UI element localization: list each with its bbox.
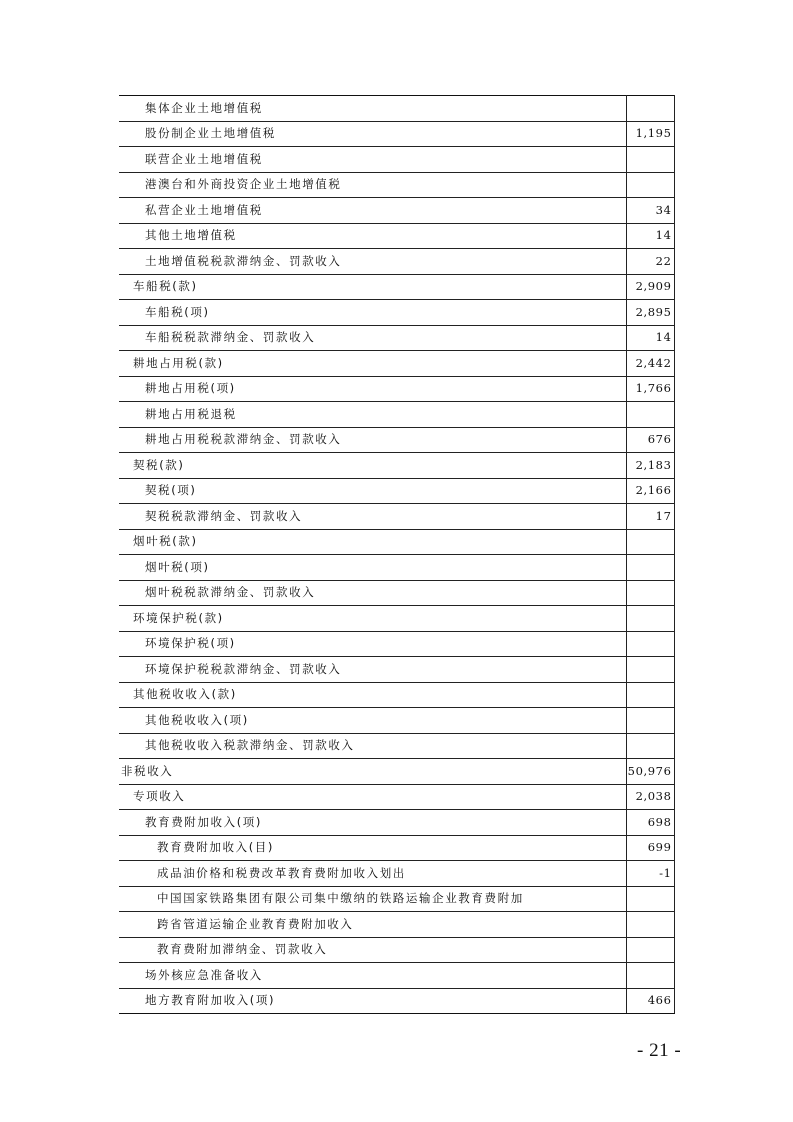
table-row [119, 274, 674, 300]
table-row [119, 988, 674, 1014]
row-amount: 2,442 [626, 351, 674, 377]
row-item-name: 地方教育附加收入(项) [119, 988, 626, 1014]
row-item-name: 环境保护税税款滞纳金、罚款收入 [119, 657, 626, 683]
row-amount: 1,195 [626, 121, 674, 147]
table-row [119, 657, 674, 683]
row-amount [626, 733, 674, 759]
row-amount [626, 937, 674, 963]
table-row [119, 96, 674, 122]
row-item-name: 专项收入 [119, 784, 626, 810]
row-item-name: 其他土地增值税 [119, 223, 626, 249]
row-amount: 2,909 [626, 274, 674, 300]
table-row [119, 733, 674, 759]
row-item-name: 场外核应急准备收入 [119, 963, 626, 989]
row-item-name: 其他税收收入(项) [119, 708, 626, 734]
row-amount [626, 555, 674, 581]
row-item-name: 中国国家铁路集团有限公司集中缴纳的铁路运输企业教育费附加 [119, 886, 626, 912]
table-row [119, 606, 674, 632]
row-item-name: 其他税收收入税款滞纳金、罚款收入 [119, 733, 626, 759]
table-row [119, 810, 674, 836]
row-amount [626, 606, 674, 632]
row-amount: 676 [626, 427, 674, 453]
row-amount: 1,766 [626, 376, 674, 402]
table-row [119, 147, 674, 173]
row-item-name: 土地增值税税款滞纳金、罚款收入 [119, 249, 626, 275]
table-row [119, 325, 674, 351]
row-amount: 50,976 [626, 759, 674, 785]
row-item-name: 车船税(项) [119, 300, 626, 326]
row-item-name: 环境保护税(项) [119, 631, 626, 657]
row-amount: 22 [626, 249, 674, 275]
row-amount [626, 147, 674, 173]
row-amount [626, 708, 674, 734]
table-row [119, 963, 674, 989]
table-row [119, 376, 674, 402]
row-amount [626, 912, 674, 938]
table-row [119, 912, 674, 938]
row-item-name: 联营企业土地增值税 [119, 147, 626, 173]
row-amount: 2,895 [626, 300, 674, 326]
row-amount: 14 [626, 325, 674, 351]
row-item-name: 契税(项) [119, 478, 626, 504]
table-row [119, 937, 674, 963]
row-item-name: 成品油价格和税费改革教育费附加收入划出 [119, 861, 626, 887]
row-item-name: 耕地占用税(项) [119, 376, 626, 402]
table-row [119, 249, 674, 275]
row-item-name: 集体企业土地增值税 [119, 96, 626, 122]
row-amount [626, 402, 674, 428]
row-item-name: 教育费附加收入(项) [119, 810, 626, 836]
row-item-name: 烟叶税税款滞纳金、罚款收入 [119, 580, 626, 606]
table-row [119, 759, 674, 785]
table-row [119, 198, 674, 224]
row-item-name: 教育费附加收入(目) [119, 835, 626, 861]
row-amount [626, 529, 674, 555]
row-item-name: 车船税(款) [119, 274, 626, 300]
row-item-name: 耕地占用税(款) [119, 351, 626, 377]
row-item-name: 环境保护税(款) [119, 606, 626, 632]
row-amount [626, 631, 674, 657]
row-item-name: 港澳台和外商投资企业土地增值税 [119, 172, 626, 198]
row-amount [626, 963, 674, 989]
row-amount [626, 886, 674, 912]
table-row [119, 631, 674, 657]
table-body [119, 96, 674, 1014]
row-item-name: 车船税税款滞纳金、罚款收入 [119, 325, 626, 351]
table-row [119, 402, 674, 428]
row-item-name: 烟叶税(款) [119, 529, 626, 555]
table-row [119, 223, 674, 249]
row-amount [626, 682, 674, 708]
table-row [119, 453, 674, 479]
table-row [119, 580, 674, 606]
table-row [119, 121, 674, 147]
row-amount: 466 [626, 988, 674, 1014]
budget-table [119, 95, 675, 1014]
table-row [119, 351, 674, 377]
row-amount [626, 96, 674, 122]
row-amount: 34 [626, 198, 674, 224]
row-amount [626, 657, 674, 683]
row-item-name: 契税税款滞纳金、罚款收入 [119, 504, 626, 530]
row-item-name: 跨省管道运输企业教育费附加收入 [119, 912, 626, 938]
table-row [119, 300, 674, 326]
table-row [119, 835, 674, 861]
table-row [119, 529, 674, 555]
row-item-name: 其他税收收入(款) [119, 682, 626, 708]
row-item-name: 烟叶税(项) [119, 555, 626, 581]
row-amount: 698 [626, 810, 674, 836]
page-number: - 21 - [637, 1040, 682, 1061]
table-row [119, 784, 674, 810]
row-item-name: 非税收入 [119, 759, 626, 785]
row-amount: 2,183 [626, 453, 674, 479]
table-row [119, 504, 674, 530]
row-amount: 14 [626, 223, 674, 249]
table-row [119, 172, 674, 198]
table-row [119, 427, 674, 453]
row-item-name: 耕地占用税税款滞纳金、罚款收入 [119, 427, 626, 453]
table-row [119, 708, 674, 734]
row-item-name: 耕地占用税退税 [119, 402, 626, 428]
row-item-name: 股份制企业土地增值税 [119, 121, 626, 147]
row-amount [626, 580, 674, 606]
table-row [119, 886, 674, 912]
row-item-name: 契税(款) [119, 453, 626, 479]
table-row [119, 555, 674, 581]
table-row [119, 478, 674, 504]
row-amount: 2,038 [626, 784, 674, 810]
row-amount: 699 [626, 835, 674, 861]
table-row [119, 682, 674, 708]
row-amount: -1 [626, 861, 674, 887]
row-amount: 17 [626, 504, 674, 530]
row-amount [626, 172, 674, 198]
row-item-name: 教育费附加滞纳金、罚款收入 [119, 937, 626, 963]
table-row [119, 861, 674, 887]
row-amount: 2,166 [626, 478, 674, 504]
row-item-name: 私营企业土地增值税 [119, 198, 626, 224]
